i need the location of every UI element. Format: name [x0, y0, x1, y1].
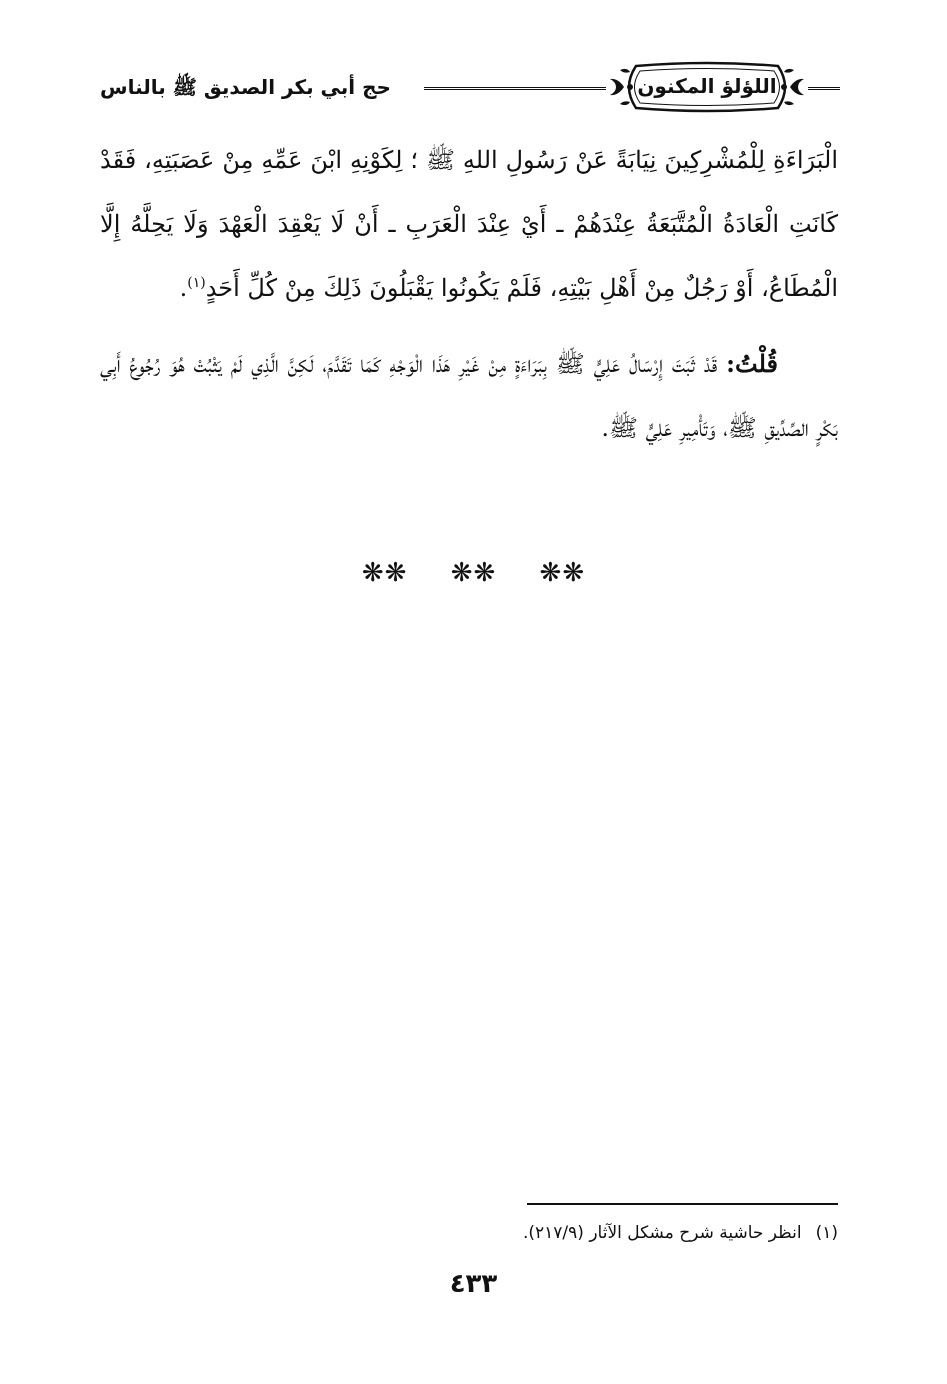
book-title: اللؤلؤ المكنون	[637, 74, 777, 98]
paragraph-2-lead: قُلْتُ:	[726, 349, 778, 378]
footnote-marker-1: (١)	[187, 275, 206, 291]
header-rule-middle	[424, 87, 606, 90]
footnote-1-number: (١)	[815, 1223, 838, 1243]
header-rule-right	[808, 87, 840, 90]
paragraph-2	[100, 332, 838, 460]
chapter-title: حج أبي بكر الصديق ﷺ بالناس	[100, 75, 391, 99]
paragraph-1-text: الْبَرَاءَةِ لِلْمُشْرِكِينَ نِيَابَةً عَنْ رَسُولِ اللهِ ﷺ ؛ لِكَوْنِهِ ابْنَ عَمِّهِ مِنْ عَصَبَتِهِ، فَقَدْ كَانَتِ الْعَادَةُ الْمُتَّبَعَةُ عِنْدَهُمْ ـ أَيْ عِنْدَ الْعَرَبِ ـ أَنْ لَا يَعْقِدَ الْعَهْدَ وَلَا يَحِلَّهُ إِلَّا الْمُطَاعُ، أَوْ رَجُلٌ مِنْ أَهْلِ بَيْتِهِ، فَلَمْ يَكُونُوا يَقْبَلُونَ ذَلِكَ مِنْ كُلِّ أَحَدٍ	[100, 146, 838, 302]
main-text	[100, 128, 838, 460]
paragraph-1	[100, 128, 838, 320]
page-number: ٤٣٣	[449, 1269, 498, 1299]
footnote-1	[300, 1218, 838, 1248]
paragraph-1-end: .	[179, 274, 188, 302]
footnote-rule	[527, 1203, 838, 1205]
title-ornament-frame	[606, 58, 808, 116]
footnote-1-text: انظر حاشية شرح مشكل الآثار (٢١٧/٩).	[522, 1223, 802, 1243]
section-separator: ❋❋ ❋❋ ❋❋	[361, 558, 586, 588]
paragraph-2-text: قَدْ ثَبَتَ إِرْسَالُ عَلِيٍّ ﷺ بِبَرَاءَةٍ مِنْ غَيْرِ هَذَا الْوَجْهِ كَمَا تَقَدَّمَ، لَكِنَّ الَّذِي لَمْ يَثْبُتْ هُوَ رُجُوعُ أَبِي بَكْرٍ الصِّدِّيقِ ﷺ، وَتَأْمِيرِ عَلِيٍّ ﷺ.	[100, 350, 838, 442]
running-header	[100, 58, 840, 116]
